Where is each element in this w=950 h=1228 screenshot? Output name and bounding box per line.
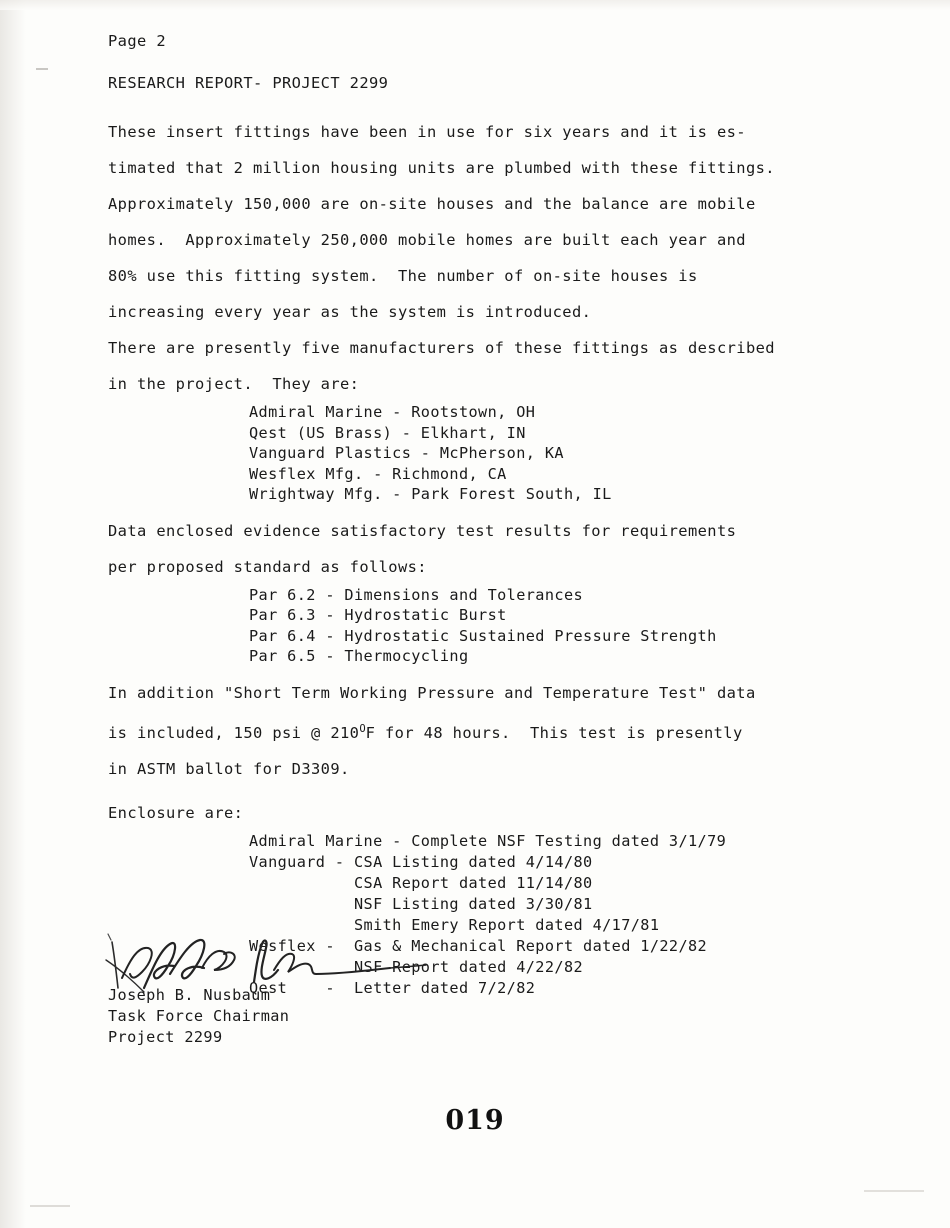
scan-edge-top — [0, 0, 950, 10]
paragraph-line-pre: is included, 150 psi @ 210 — [108, 723, 360, 742]
report-title: RESEARCH REPORT- PROJECT 2299 — [108, 74, 389, 92]
paragraph-one — [108, 114, 908, 330]
list-item: Wesflex Mfg. - Richmond, CA — [249, 464, 507, 483]
list-item: Vanguard Plastics - McPherson, KA — [249, 444, 564, 462]
signature-block — [108, 985, 528, 1048]
standard-paragraphs-list — [249, 585, 908, 667]
paragraph-three — [108, 513, 908, 585]
list-item: Smith Emery Report dated 4/17/81 — [249, 915, 660, 934]
paragraph-line: timated that 2 million housing units are plumbed with these fittings. — [108, 159, 775, 177]
scan-artifact-mark — [36, 68, 48, 70]
paragraph-line: 80% use this fitting system. The number of on-site houses is — [108, 267, 698, 285]
page-number-stamp: 019 — [445, 1105, 505, 1136]
list-item: CSA Report dated 11/14/80 — [249, 873, 593, 892]
spacer — [108, 787, 908, 795]
list-item: Qest - Letter dated 7/2/82 — [249, 978, 536, 997]
document-body — [108, 24, 908, 999]
list-item: Qest (US Brass) - Elkhart, IN — [249, 423, 526, 442]
list-item: Admiral Marine - Complete NSF Testing dated 3/1/79 — [249, 831, 727, 850]
scan-artifact-mark — [30, 1205, 70, 1207]
list-item: Par 6.3 - Hydrostatic Burst — [249, 606, 507, 624]
paragraph-two — [108, 330, 908, 402]
paragraph-line: There are presently five manufacturers of these fittings as described — [108, 339, 775, 357]
list-item: Par 6.4 - Hydrostatic Sustained Pressure Strength — [249, 626, 717, 645]
page-label: Page 2 — [108, 32, 166, 50]
signer-project: Project 2299 — [108, 1028, 223, 1046]
paragraph-line: in the project. They are: — [108, 375, 360, 393]
list-item: NSF Report dated 4/22/82 — [249, 957, 584, 976]
signer-name: Joseph B. Nusbaum — [108, 986, 271, 1004]
spacer — [108, 58, 908, 66]
paragraph-line: in ASTM ballot for D3309. — [108, 759, 350, 778]
signer-role: Task Force Chairman — [108, 1007, 290, 1025]
paragraph-line-with-degree — [108, 711, 908, 751]
paragraph-line: homes. Approximately 250,000 mobile homes are built each year and — [108, 231, 746, 249]
list-item: Vanguard - CSA Listing dated 4/14/80 — [249, 852, 593, 871]
list-item: Par 6.2 - Dimensions and Tolerances — [249, 585, 584, 604]
paragraph-line-post: F for 48 hours. This test is presently — [365, 723, 743, 742]
spacer — [108, 505, 908, 513]
list-item: Par 6.5 - Thermocycling — [249, 647, 469, 665]
paragraph-line: These insert fittings have been in use for six years and it is es- — [108, 123, 746, 141]
paragraph-line: increasing every year as the system is introduced. — [108, 303, 592, 321]
scan-edge-left — [0, 0, 26, 1228]
manufacturers-list — [249, 402, 908, 505]
scan-artifact-mark — [864, 1190, 924, 1192]
paragraph-four — [108, 675, 908, 787]
list-item: Wrightway Mfg. - Park Forest South, IL — [249, 485, 612, 503]
list-item: Admiral Marine - Rootstown, OH — [249, 403, 536, 421]
paragraph-line: In addition "Short Term Working Pressure and Temperature Test" data — [108, 683, 756, 702]
degree-superscript: O — [359, 722, 366, 735]
list-item: Wesflex - Gas & Mechanical Report dated 1/22/82 — [249, 936, 708, 955]
spacer — [108, 100, 908, 114]
paragraph-line: Approximately 150,000 are on-site houses and the balance are mobile — [108, 195, 756, 213]
paragraph-line: per proposed standard as follows: — [108, 557, 427, 576]
paragraph-line: Data enclosed evidence satisfactory test results for requirements — [108, 521, 737, 540]
spacer — [108, 667, 908, 675]
list-item: NSF Listing dated 3/30/81 — [249, 894, 593, 913]
enclosure-heading: Enclosure are: — [108, 803, 244, 822]
